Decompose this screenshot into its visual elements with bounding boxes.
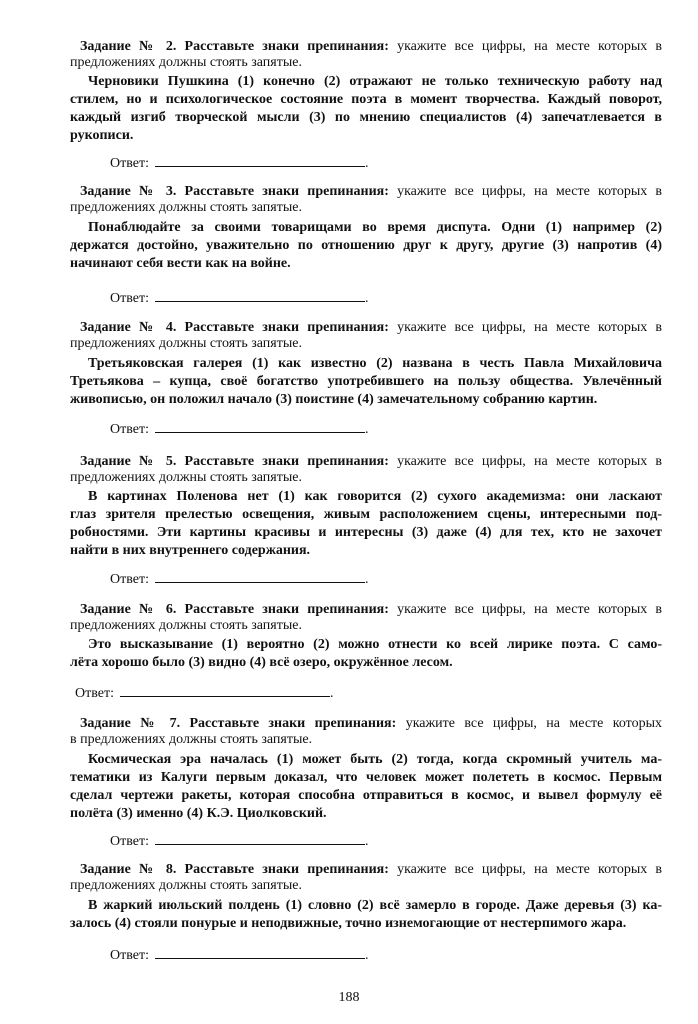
- task-sentence-line: лёта хорошо было (3) видно (4) всё озеро, окружённое лесом.: [70, 655, 453, 670]
- period: .: [364, 422, 369, 437]
- task-heading: [80, 453, 662, 470]
- answer-row: [110, 831, 368, 850]
- task-sentence-line: В картинах Поленова нет (1) как говорится (2) сухого академизма: они ласкают: [88, 489, 662, 504]
- period: .: [364, 291, 369, 306]
- answer-blank-field[interactable]: [155, 945, 365, 959]
- page-number: 188: [338, 990, 360, 1005]
- task-heading: [80, 183, 662, 200]
- task-title: Задание № 5. Расставьте знаки препинания:: [80, 454, 389, 469]
- answer-row: [75, 683, 333, 702]
- answer-row: [110, 419, 368, 438]
- answer-label: Ответ:: [110, 948, 149, 963]
- answer-label: Ответ:: [75, 686, 114, 701]
- task-instruction-cont: предложениях должны стоять запятые.: [70, 55, 302, 70]
- answer-row: [110, 945, 368, 964]
- task-instruction: укажите все цифры, на месте которых в: [397, 862, 663, 877]
- task-sentence-line: В жаркий июльский полдень (1) словно (2) всё замерло в городе. Даже деревья (3) ка-: [88, 898, 662, 913]
- answer-blank-field[interactable]: [155, 288, 365, 302]
- task-instruction-cont: в предложениях должны стоять запятые.: [70, 732, 313, 747]
- answer-blank-field[interactable]: [155, 153, 365, 167]
- answer-label: Ответ:: [110, 572, 149, 587]
- task-sentence-line: рукописи.: [70, 128, 134, 143]
- task-title: Задание № 6. Расставьте знаки препинания:: [80, 602, 389, 617]
- answer-row: [110, 569, 368, 588]
- task-sentence-line: начинают себя вести как на войне.: [70, 256, 291, 271]
- task-heading: [80, 861, 662, 878]
- task-instruction-cont: предложениях должны стоять запятые.: [70, 618, 302, 633]
- task-heading: [80, 601, 662, 618]
- task-sentence-line: стилем, но и психологическое состояние поэта в момент творчества. Каждый поворот,: [70, 92, 662, 107]
- task-instruction: укажите все цифры, на месте которых в: [397, 184, 663, 199]
- task-heading: [80, 38, 662, 55]
- period: .: [364, 572, 369, 587]
- task-instruction-cont: предложениях должны стоять запятые.: [70, 878, 302, 893]
- answer-label: Ответ:: [110, 156, 149, 171]
- period: .: [364, 156, 369, 171]
- task-sentence-line: Космическая эра началась (1) может быть (2) тогда, когда скромный учитель ма-: [88, 752, 662, 767]
- task-title: Задание № 7. Расставьте знаки препинания:: [80, 716, 397, 731]
- answer-blank-field[interactable]: [155, 831, 365, 845]
- task-sentence-line: сделал чертежи ракеты, которая способна отправиться в космос, и вывел формулу её: [70, 788, 662, 803]
- task-sentence-line: залось (4) стояли понурые и неподвижные, точно изнемогающие от нестерпимого жара.: [70, 916, 627, 931]
- task-instruction: укажите все цифры, на месте которых в: [397, 454, 663, 469]
- task-sentence-line: Это высказывание (1) вероятно (2) можно отнести ко всей лирике поэта. С само-: [88, 637, 662, 652]
- answer-row: [110, 153, 368, 172]
- task-sentence-line: тематики из Калуги первым доказал, что человек может полететь в космос. Первым: [70, 770, 662, 785]
- task-title: Задание № 3. Расставьте знаки препинания:: [80, 184, 389, 199]
- answer-row: [110, 288, 368, 307]
- answer-label: Ответ:: [110, 834, 149, 849]
- task-instruction-cont: предложениях должны стоять запятые.: [70, 470, 302, 485]
- period: .: [329, 686, 334, 701]
- task-instruction: укажите все цифры, на месте которых в: [397, 320, 663, 335]
- task-sentence-line: живописью, он положил начало (3) поистине (4) замечательному собранию картин.: [70, 392, 598, 407]
- task-sentence-line: Понаблюдайте за своими товарищами во время диспута. Одни (1) например (2): [88, 220, 662, 235]
- task-sentence-line: держатся достойно, уважительно по отношению друг к другу, другие (3) напротив (4): [70, 238, 662, 253]
- task-sentence-line: Третьякова – купца, своё богатство употребившего на пользу общества. Увлечённый: [70, 374, 662, 389]
- task-title: Задание № 8. Расставьте знаки препинания:: [80, 862, 389, 877]
- task-sentence-line: робностями. Эти картины красивы и интересны (3) даже (4) для тех, кто не захочет: [70, 525, 662, 540]
- answer-label: Ответ:: [110, 422, 149, 437]
- task-instruction: укажите все цифры, на месте которых: [405, 716, 663, 731]
- task-sentence-line: полёта (3) именно (4) К.Э. Циолковский.: [70, 806, 327, 821]
- task-sentence-line: Третьяковская галерея (1) как известно (2) названа в честь Павла Михайловича: [88, 356, 662, 371]
- answer-blank-field[interactable]: [120, 683, 330, 697]
- task-sentence-line: найти в них внутреннего содержания.: [70, 543, 311, 558]
- answer-blank-field[interactable]: [155, 569, 365, 583]
- task-title: Задание № 4. Расставьте знаки препинания:: [80, 320, 389, 335]
- task-heading: [80, 715, 662, 732]
- task-sentence-line: каждый изгиб творческой мысли (3) по мнению специалистов (4) запечатлевается в: [70, 110, 662, 125]
- task-heading: [80, 319, 662, 336]
- period: .: [364, 948, 369, 963]
- task-instruction: укажите все цифры, на месте которых в: [397, 602, 663, 617]
- period: .: [364, 834, 369, 849]
- task-instruction: укажите все цифры, на месте которых в: [397, 39, 663, 54]
- task-sentence-line: глаз зрителя прелестью освещения, живым расположением сцены, интересными под-: [70, 507, 662, 522]
- task-title: Задание № 2. Расставьте знаки препинания:: [80, 39, 389, 54]
- answer-blank-field[interactable]: [155, 419, 365, 433]
- task-sentence-line: Черновики Пушкина (1) конечно (2) отражают не только техническую работу над: [88, 74, 662, 89]
- answer-label: Ответ:: [110, 291, 149, 306]
- task-instruction-cont: предложениях должны стоять запятые.: [70, 200, 302, 215]
- task-instruction-cont: предложениях должны стоять запятые.: [70, 336, 302, 351]
